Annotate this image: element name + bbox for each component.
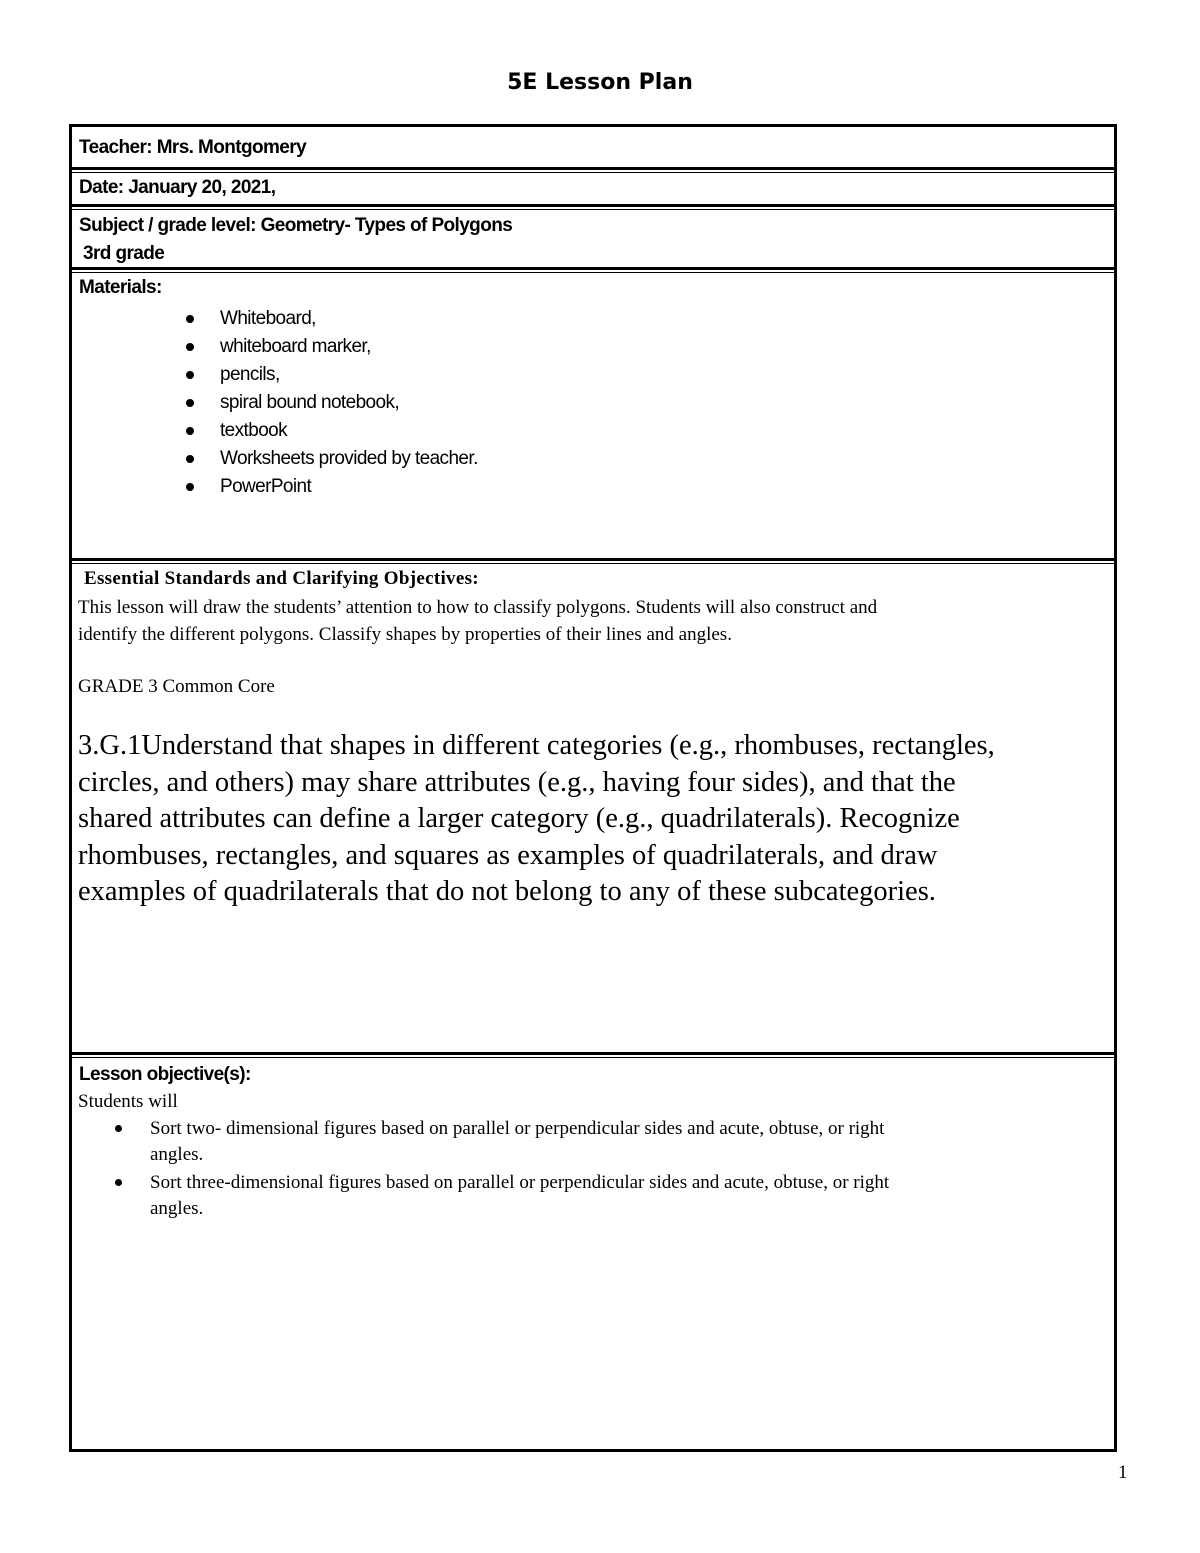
bullet-icon [186, 343, 194, 351]
materials-row [72, 271, 1114, 559]
objectives-label: Lesson objective(s): [79, 1064, 251, 1085]
bullet-icon [186, 371, 194, 379]
standards-label: Essential Standards and Clarifying Objectives: [84, 568, 479, 589]
standards-row [72, 562, 1114, 1052]
divider [72, 1052, 1114, 1055]
teacher-row [72, 127, 1114, 169]
date-row [72, 171, 1114, 207]
standard-text: 3.G.1Understand that shapes in different categories (e.g., rhombuses, rectangles, circles, and others) may share attributes (e.g., having four sides), and that the shared attributes can define a larger category (e.g., quadrilaterals). Recognize rhombuses, rectangles, and squares as examples of quadrilaterals, and draw examples of quadrilaterals that do not belong to any of these subcategories. [78, 730, 995, 907]
divider [72, 204, 1114, 207]
list-item: Whiteboard, [182, 305, 478, 333]
divider [72, 167, 1114, 170]
bullet-icon [186, 427, 194, 435]
lesson-plan-table [69, 124, 1117, 1452]
list-item: PowerPoint [182, 473, 478, 501]
page-title: 5E Lesson Plan [507, 70, 693, 95]
list-item: whiteboard marker, [182, 333, 478, 361]
divider [72, 558, 1114, 561]
materials-label: Materials: [79, 277, 162, 298]
grade-heading: GRADE 3 Common Core [78, 676, 275, 697]
list-item: Sort three-dimensional figures based on parallel or perpendicular sides and acute, obtuse, or right angles. [112, 1170, 1102, 1222]
list-item: Worksheets provided by teacher. [182, 445, 478, 473]
date-value: January 20, 2021, [128, 177, 276, 198]
bullet-icon [186, 455, 194, 463]
objectives-row [72, 1056, 1114, 1446]
subject-label: Subject / grade level: [79, 215, 256, 236]
bullet-icon [186, 315, 194, 323]
list-item: Sort two- dimensional figures based on parallel or perpendicular sides and acute, obtuse, or right angles. [112, 1116, 1102, 1168]
materials-list [182, 305, 478, 501]
standards-description: identify the different polygons. Classify shapes by properties of their lines and angles. [78, 624, 732, 645]
page-number: 1 [1118, 1462, 1128, 1483]
list-item: pencils, [182, 361, 478, 389]
divider [72, 267, 1114, 270]
teacher-value: Mrs. Montgomery [156, 137, 307, 158]
objectives-list [112, 1116, 1102, 1224]
date-label: Date: [79, 177, 124, 198]
subject-row [72, 208, 1114, 270]
bullet-icon [186, 483, 194, 491]
subject-value: Geometry- Types of Polygons [260, 215, 513, 236]
list-item: textbook [182, 417, 478, 445]
bullet-icon [115, 1179, 122, 1186]
list-item: spiral bound notebook, [182, 389, 478, 417]
bullet-icon [186, 399, 194, 407]
standards-description: This lesson will draw the students’ attention to how to classify polygons. Students will also construct and [78, 597, 878, 618]
objectives-intro: Students will [78, 1091, 178, 1112]
bullet-icon [115, 1125, 122, 1132]
teacher-label: Teacher: [79, 137, 152, 158]
grade-level: 3rd grade [83, 243, 165, 264]
